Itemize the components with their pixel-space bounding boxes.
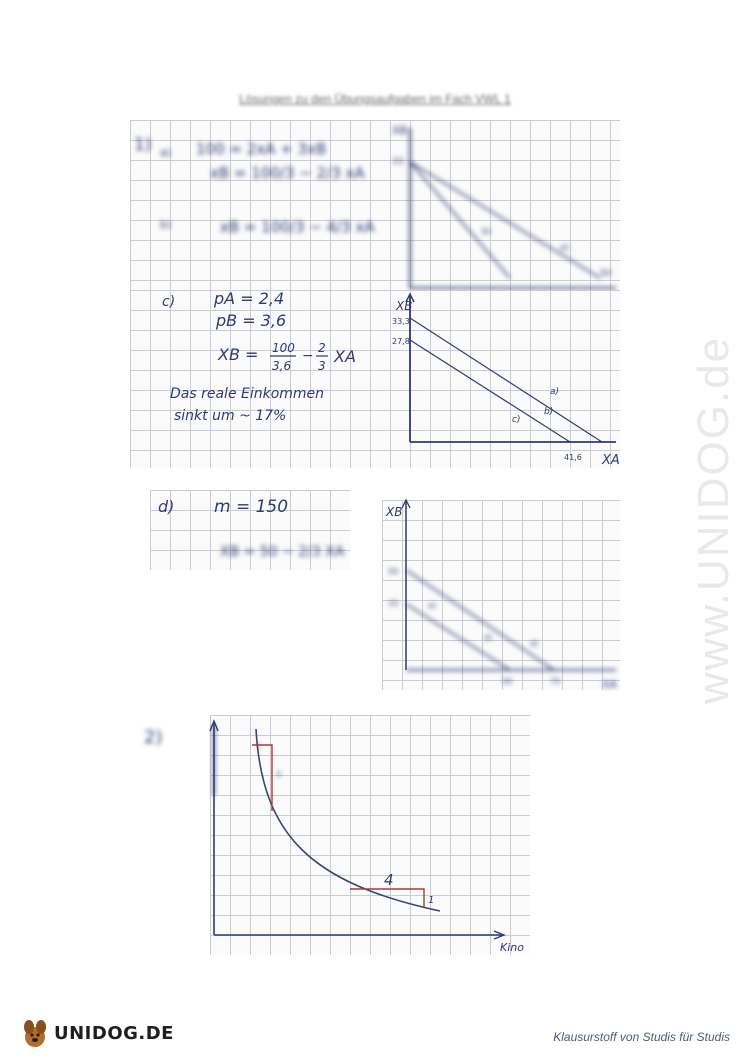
task-1c-panel [130, 290, 620, 468]
graph-c-y-tick-1: 33,3 [392, 317, 410, 326]
task-2-graph [140, 715, 530, 955]
task-1c-handwriting [130, 290, 620, 468]
graph-d-y-tick-2: 33 [388, 599, 399, 608]
part-c-minus: − [302, 348, 314, 364]
part-c-eq-rhs: XA [334, 347, 356, 366]
budget-line-d-inner [406, 604, 510, 670]
step-top-marker [252, 745, 272, 811]
graph-d-y-label: XB [386, 505, 403, 519]
graph-c-x-tick: 41,6 [564, 453, 582, 462]
part-a-eq2: xB = 100/3 − 2/3 xA [210, 164, 365, 182]
graph-c-y-tick-2: 27,8 [392, 337, 410, 346]
graph-ab [130, 120, 620, 290]
graph-ab-x-tick-2: 50 [600, 269, 612, 279]
budget-line-a [410, 162, 600, 278]
graph-d-x-tick-2: 75 [550, 677, 561, 686]
step-top-label: 3 [276, 770, 282, 779]
graph-ab-y-label: XB [392, 124, 408, 137]
step-bottom-rise-label: 1 [428, 895, 435, 906]
part-c-frac2-num: 2 [318, 341, 326, 355]
task-2-x-label: Kino [500, 941, 524, 954]
part-c-pb: pB = 3,6 [216, 311, 287, 330]
budget-line-d-outer [406, 570, 554, 670]
graph-c-line-label-b: b) [544, 407, 554, 417]
graph-d-y-tick-1: 50 [388, 567, 399, 576]
task-1d-handwriting [150, 490, 620, 690]
step-bottom-run-label: 4 [384, 871, 394, 889]
footer-tagline: Klausurstoff von Studis für Studis [553, 1030, 730, 1044]
section-2-label: 2) [144, 727, 163, 748]
part-c-eq-lhs: XB = [218, 345, 259, 364]
graph-d-x-label: XA [602, 678, 618, 691]
task-1ab-panel [130, 120, 620, 290]
task-2-panel [140, 715, 530, 955]
graph-d-line-label-d: d) [484, 633, 493, 642]
graph-ab-line-label-a: a) [560, 243, 570, 253]
part-b-label: b) [160, 218, 172, 231]
part-d-eq1: m = 150 [214, 497, 289, 517]
graph-c-x-label: XA [602, 453, 620, 468]
part-c-text-2: sinkt um ~ 17% [174, 408, 287, 424]
part-c-pa: pA = 2,4 [214, 289, 285, 308]
indifference-curve [256, 729, 440, 911]
watermark: www.UNIDOG.de [689, 335, 738, 705]
part-d-label: d) [158, 497, 175, 516]
logo-text: UNIDOG.DE [54, 1022, 174, 1044]
task-1d-panel [150, 490, 620, 690]
part-c-frac2-den: 3 [318, 359, 326, 373]
graph-d-line-label-d2: d) [530, 639, 539, 648]
budget-line-c-c [410, 340, 570, 442]
graph-d-line-label-a: a) [428, 601, 437, 610]
graph-c-line-label-c: c) [512, 415, 521, 425]
part-a-eq1: 100 = 2xA + 3xB [196, 140, 327, 158]
graph-ab-y-tick: 33 [392, 157, 404, 167]
page-title: Lösungen zu den Übungsaufgaben im Fach VWL 1 [239, 92, 511, 106]
section-1-label: 1) [134, 135, 152, 155]
part-a-label: a) [160, 146, 172, 159]
graph-ab-line-label-b: b) [482, 227, 492, 237]
graph-c-line-label-a: a) [550, 387, 560, 397]
unidog-logo[interactable] [20, 1016, 174, 1050]
step-top-small: 1 [256, 742, 262, 751]
part-c-label: c) [162, 294, 176, 310]
part-b-eq1: xB = 100/3 − 4/3 xA [220, 218, 375, 236]
part-c-text-1: Das reale Einkommen [170, 386, 325, 402]
budget-line-b [410, 162, 510, 278]
budget-line-c-a [410, 318, 602, 442]
part-d-eq2: XB = 50 − 2/3 XA [220, 544, 345, 560]
part-c-frac1-num: 100 [272, 341, 295, 355]
part-c-frac1-den: 3,6 [272, 359, 292, 373]
dog-mascot-icon [20, 1017, 50, 1049]
graph-d-x-tick-1: 50 [502, 677, 513, 686]
graph-c-y-label: XB [396, 299, 413, 313]
